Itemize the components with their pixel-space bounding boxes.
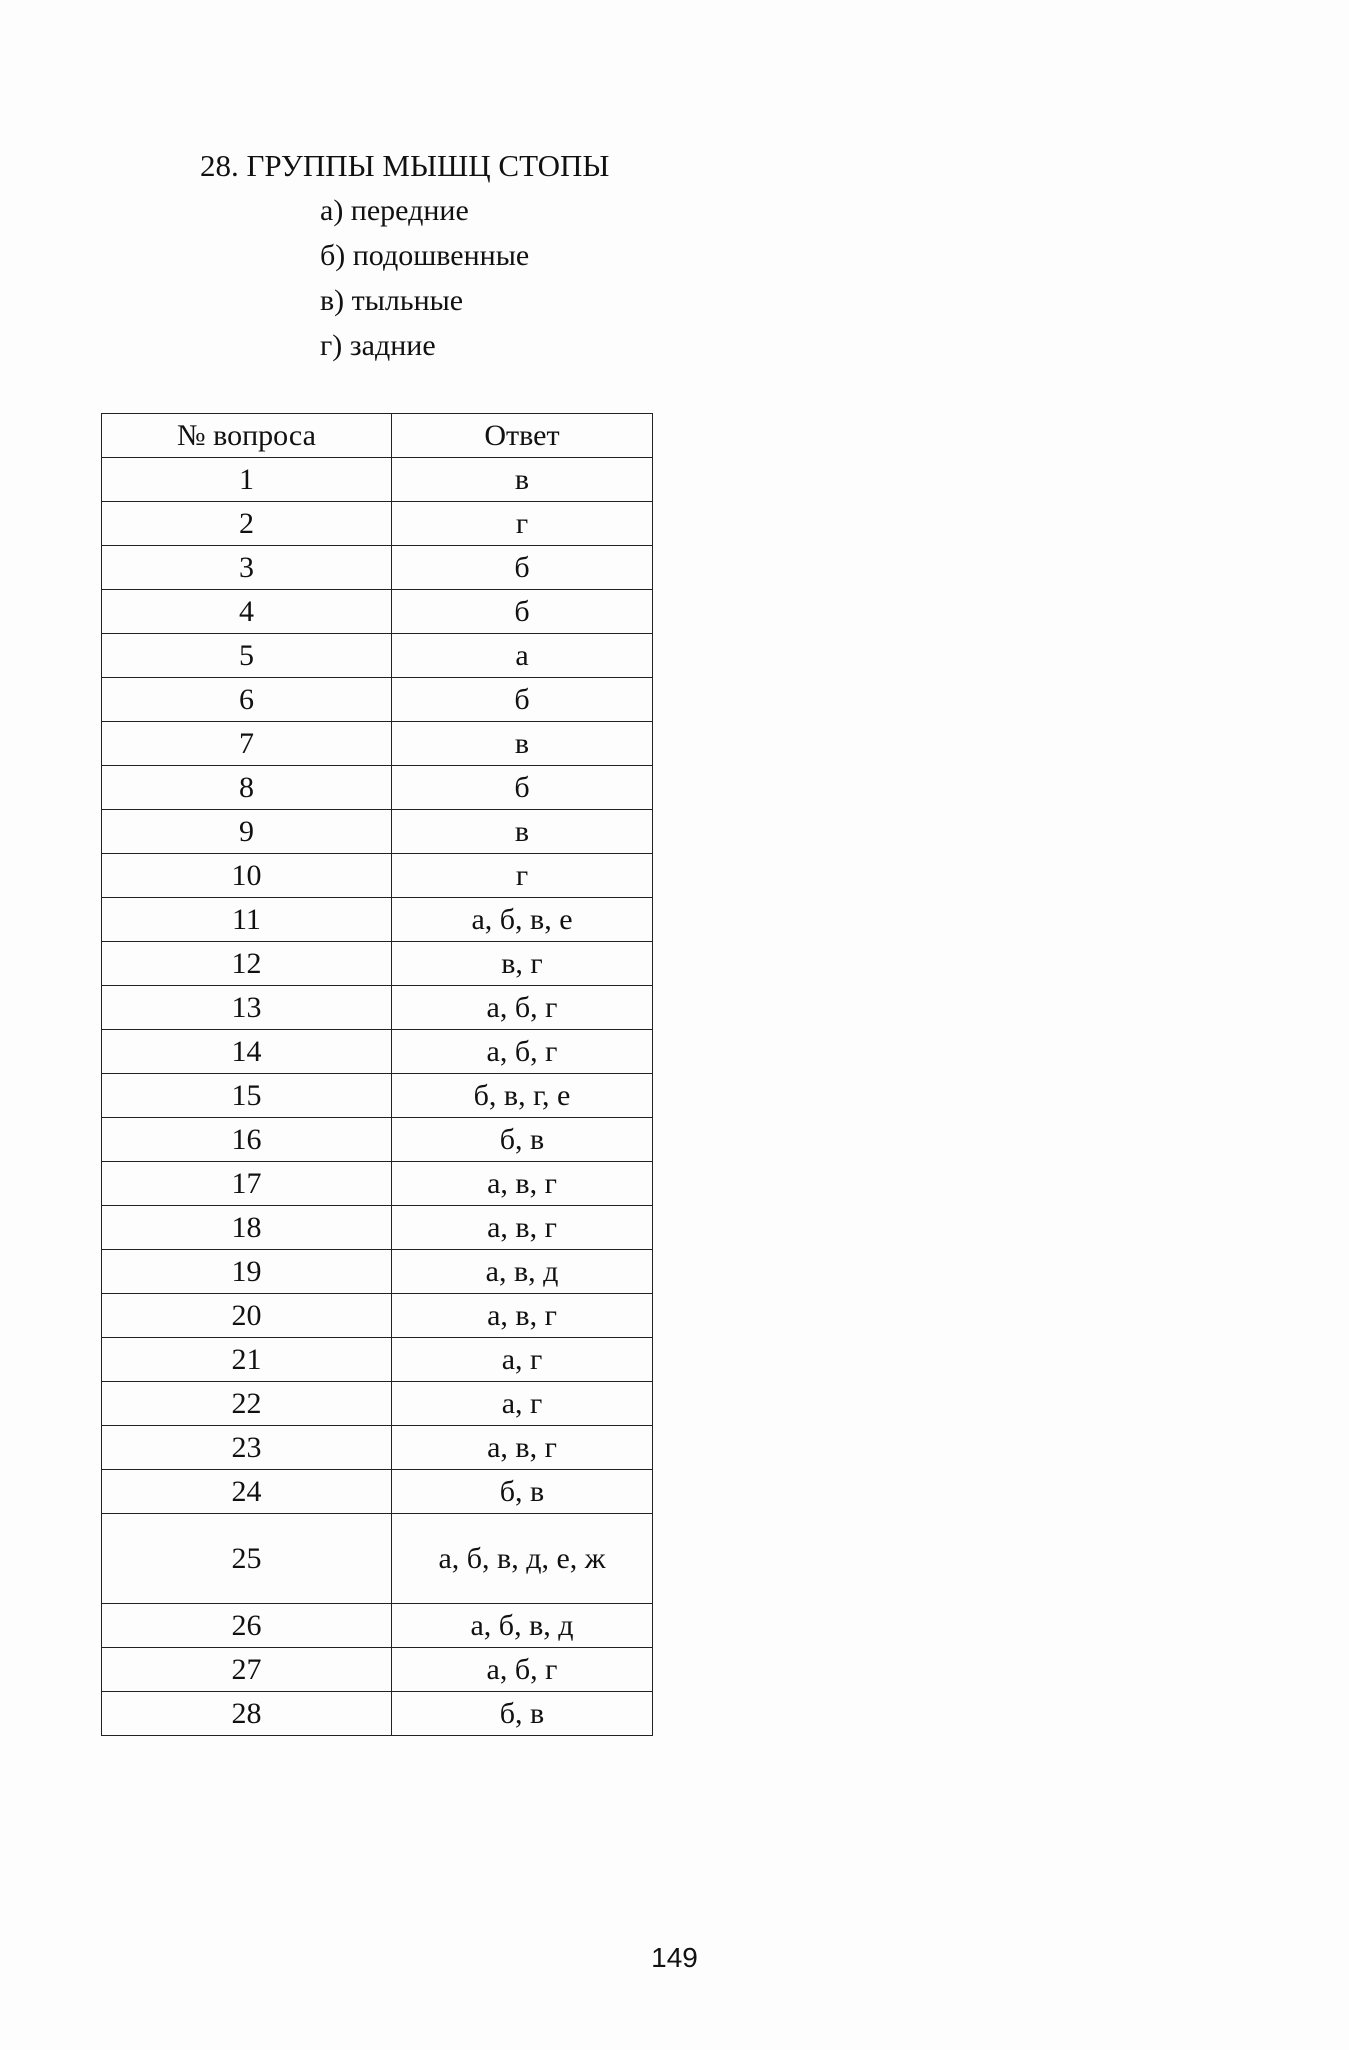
answer-cell: б [392,678,653,722]
header-answer: Ответ [392,414,653,458]
option-d: г) задние [320,329,436,362]
table-row [102,1162,653,1206]
question-number-cell: 7 [102,722,392,766]
header-question-number: № вопроса [102,414,392,458]
table-row [102,1250,653,1294]
question-number-cell: 1 [102,458,392,502]
option-b: б) подошвенные [320,239,530,272]
question-number-cell: 23 [102,1426,392,1470]
table-row [102,810,653,854]
answer-cell: б, в [392,1118,653,1162]
table-row [102,854,653,898]
table-row [102,1338,653,1382]
question-number-cell: 28 [102,1692,392,1736]
question-number-cell: 9 [102,810,392,854]
table-row [102,766,653,810]
question-number-cell: 14 [102,1030,392,1074]
question-number-cell: 8 [102,766,392,810]
question-number-cell: 21 [102,1338,392,1382]
answer-key-table [101,413,653,1736]
option-c: в) тыльные [320,284,464,317]
table-row [102,1382,653,1426]
answer-cell: а, г [392,1338,653,1382]
answer-cell: а, в, г [392,1206,653,1250]
question-number-cell: 20 [102,1294,392,1338]
question-title: 28. ГРУППЫ МЫШЦ СТОПЫ [200,148,610,183]
question-number-cell: 27 [102,1648,392,1692]
table-row [102,898,653,942]
answer-cell: а, в, д [392,1250,653,1294]
table-row [102,678,653,722]
question-number-cell: 2 [102,502,392,546]
table-row [102,1294,653,1338]
answer-cell: б, в [392,1692,653,1736]
table-header-row [102,414,653,458]
question-number-cell: 11 [102,898,392,942]
answer-cell: а, б, в, д [392,1604,653,1648]
table-row [102,458,653,502]
answer-cell: г [392,854,653,898]
question-number-cell: 19 [102,1250,392,1294]
question-number-cell: 25 [102,1514,392,1604]
table-row [102,1470,653,1514]
table-row [102,1604,653,1648]
question-number-cell: 26 [102,1604,392,1648]
answer-cell: а, г [392,1382,653,1426]
table-row [102,590,653,634]
table-row [102,1074,653,1118]
question-number-cell: 6 [102,678,392,722]
table-row [102,722,653,766]
answer-cell: а, б, г [392,1648,653,1692]
question-number-cell: 5 [102,634,392,678]
answer-cell: а, в, г [392,1294,653,1338]
question-number-cell: 10 [102,854,392,898]
answer-cell: а, б, г [392,1030,653,1074]
answer-cell: г [392,502,653,546]
question-number-cell: 16 [102,1118,392,1162]
table-row [102,502,653,546]
answer-cell: а, в, г [392,1426,653,1470]
answer-cell: б [392,766,653,810]
table-row [102,634,653,678]
page-number: 149 [651,1942,698,1973]
answer-cell: б, в [392,1470,653,1514]
answer-cell: а, б, в, д, е, ж [392,1514,653,1604]
answer-cell: б [392,546,653,590]
answer-cell: в, г [392,942,653,986]
table-row [102,1514,653,1604]
question-number-cell: 15 [102,1074,392,1118]
answer-cell: а [392,634,653,678]
table-row [102,1206,653,1250]
answer-cell: а, б, в, е [392,898,653,942]
table-row [102,546,653,590]
answer-cell: б [392,590,653,634]
table-row [102,1118,653,1162]
answer-cell: в [392,810,653,854]
table-row [102,942,653,986]
question-number-cell: 24 [102,1470,392,1514]
answer-rows [102,458,653,1736]
question-number-cell: 12 [102,942,392,986]
question-number-cell: 18 [102,1206,392,1250]
question-number-cell: 4 [102,590,392,634]
question-number-cell: 13 [102,986,392,1030]
question-number-cell: 3 [102,546,392,590]
answer-cell: б, в, г, е [392,1074,653,1118]
table-row [102,1426,653,1470]
question-number-cell: 22 [102,1382,392,1426]
answer-cell: в [392,722,653,766]
table-row [102,1648,653,1692]
option-a: а) передние [320,194,469,227]
answer-cell: а, в, г [392,1162,653,1206]
table-row [102,1030,653,1074]
answer-cell: а, б, г [392,986,653,1030]
question-number-cell: 17 [102,1162,392,1206]
table-row [102,1692,653,1736]
table-row [102,986,653,1030]
question-28 [200,144,609,368]
answer-cell: в [392,458,653,502]
answer-options [200,188,609,368]
